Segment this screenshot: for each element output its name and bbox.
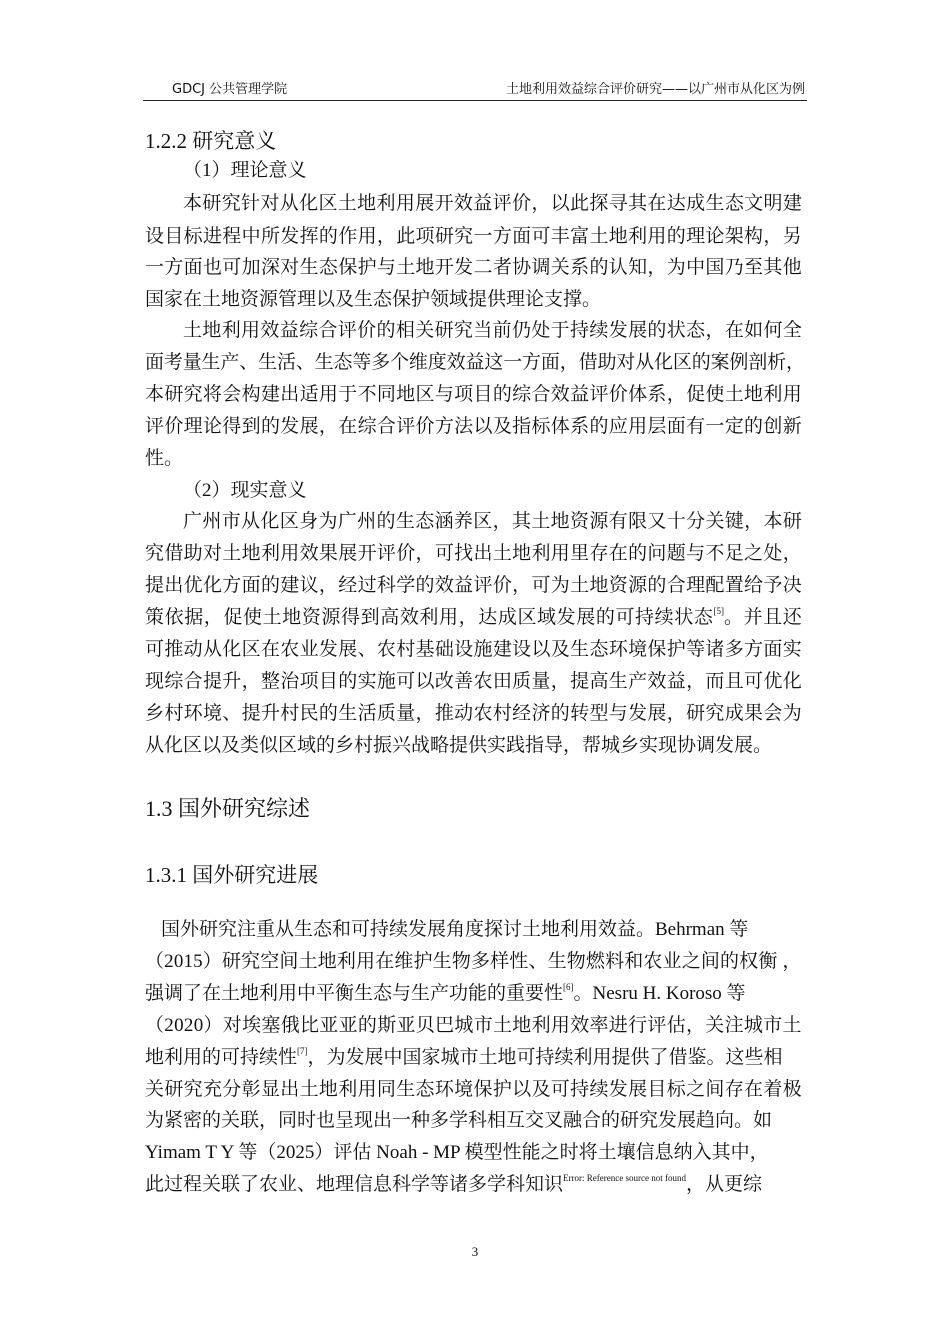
line-text: 现综合提升，整治项目的实施可以改善农田质量，提高生产效益，而且可优化	[145, 671, 803, 692]
text-line-content	[145, 950, 802, 974]
text-line-content	[145, 542, 802, 566]
text-line-content	[145, 982, 746, 1006]
line-text: 提出优化方面的建议，经过科学的效益评价，可为土地资源的合理配置给予决	[145, 575, 803, 596]
text-line-content	[145, 1014, 802, 1038]
text-line	[183, 479, 805, 503]
text-line	[145, 225, 805, 249]
page-number: 3	[471, 1244, 479, 1259]
text-line-content	[183, 510, 802, 534]
text-line	[145, 950, 805, 974]
line-text: Yimam T Y 等（2025）评估 Noah - MP 模型性能之时将土壤信息纳入其中，	[145, 1142, 769, 1163]
text-line-content	[145, 1046, 783, 1070]
text-line-content	[145, 1173, 762, 1197]
line-text: 乡村环境、提升村民的生活质量，推动农村经济的转型与发展，研究成果会为	[145, 703, 803, 724]
text-line	[145, 1141, 805, 1165]
text-line	[183, 192, 805, 216]
text-line	[145, 415, 805, 439]
text-line-content	[145, 670, 802, 694]
citation-reference: [5]	[713, 606, 724, 616]
text-line	[145, 1109, 805, 1133]
text-line-content	[183, 192, 802, 216]
text-line	[145, 670, 805, 694]
line-text: 为紧密的关联，同时也呈现出一种多学科相互交叉融合的研究发展趋向。如	[145, 1110, 773, 1131]
text-line	[183, 510, 805, 534]
line-text: 本研究将会构建出适用于不同地区与项目的综合效益评价体系，促使土地利用	[145, 384, 803, 405]
text-line-content	[145, 1141, 769, 1165]
line-text: 此过程关联了农业、地理信息科学等诸多学科知识	[145, 1174, 564, 1195]
heading-1-3: 1.3 国外研究综述	[145, 796, 311, 821]
text-line	[145, 638, 805, 662]
text-line	[161, 918, 805, 942]
line-text: 性。	[145, 448, 184, 469]
text-line	[145, 1173, 805, 1197]
line-text: 地利用的可持续性	[145, 1047, 298, 1068]
text-line	[145, 1078, 805, 1102]
text-line-content	[145, 574, 802, 598]
text-line	[145, 606, 805, 630]
text-line-content	[145, 415, 802, 439]
line-text-after: 。Nesru H. Koroso 等	[573, 983, 746, 1004]
citation-reference: [6]	[563, 982, 574, 992]
header-left: GDCJ 公共管理学院	[172, 82, 288, 97]
line-text: （2）现实意义	[183, 480, 307, 501]
line-text: 设目标进程中所发挥的作用，此项研究一方面可丰富土地利用的理论架构，另	[145, 226, 803, 247]
text-line	[145, 1014, 805, 1038]
text-line-content	[145, 638, 802, 662]
line-text: 强调了在土地利用中平衡生态与生产功能的重要性	[145, 983, 564, 1004]
heading-1-3-1: 1.3.1 国外研究进展	[145, 863, 319, 887]
text-line-content	[183, 159, 307, 183]
line-text: 一方面也可加深对生态保护与土地开发二者协调关系的认知，为中国乃至其他	[145, 257, 803, 278]
text-line	[145, 734, 805, 758]
text-line	[145, 982, 805, 1006]
line-text: 可推动从化区在农业发展、农村基础设施建设以及生态环境保护等诸多方面实	[145, 639, 803, 660]
header-rule	[143, 100, 807, 101]
text-line	[183, 159, 805, 183]
text-line-content	[145, 256, 802, 280]
text-line-content	[145, 702, 802, 726]
citation-reference: [7]	[297, 1046, 308, 1056]
line-text: 究借助对土地利用效果展开评价，可找出土地利用里存在的问题与不足之处，	[145, 543, 803, 564]
text-line	[145, 383, 805, 407]
header-right: 土地利用效益综合评价研究——以广州市从化区为例	[505, 82, 805, 97]
line-text: （2020）对埃塞俄比亚亚的斯亚贝巴城市土地利用效率进行评估，关注城市土	[145, 1015, 802, 1036]
citation-reference: Error: Reference source not found	[563, 1173, 686, 1183]
line-text: 土地利用效益综合评价的相关研究当前仍处于持续发展的状态，在如何全	[183, 320, 803, 341]
text-line	[145, 256, 805, 280]
line-text: 本研究针对从化区土地利用展开效益评价，以此探寻其在达成生态文明建	[183, 193, 803, 214]
line-text: （1）理论意义	[183, 160, 307, 181]
line-text: 国家在土地资源管理以及生态保护领域提供理论支撑。	[145, 289, 602, 310]
text-line	[183, 319, 805, 343]
text-line-content	[161, 918, 748, 942]
text-line	[145, 288, 805, 312]
text-line-content	[145, 734, 772, 758]
text-line	[145, 447, 805, 471]
line-text-after: ，从更综	[685, 1174, 762, 1195]
line-text: 面考量生产、生活、生态等多个维度效益这一方面，借助对从化区的案例剖析，	[145, 352, 805, 373]
text-line-content	[145, 225, 802, 249]
line-text: 国外研究注重从生态和可持续发展角度探讨土地利用效益。Behrman 等	[161, 919, 749, 940]
heading-1-2-2: 1.2.2 研究意义	[145, 129, 277, 153]
text-line-content	[145, 447, 183, 471]
line-text: 广州市从化区身为广州的生态涵养区，其土地资源有限又十分关键，本研	[183, 511, 803, 532]
text-line-content	[145, 606, 802, 630]
line-text: 关研究充分彰显出土地利用同生态环境保护以及可持续发展目标之间存在着极	[145, 1079, 803, 1100]
text-line-content	[145, 383, 802, 407]
line-text: 评价理论得到的发展，在综合评价方法以及指标体系的应用层面有一定的创新	[145, 416, 803, 437]
text-line	[145, 542, 805, 566]
text-line-content	[145, 288, 601, 312]
text-line-content	[145, 351, 805, 375]
text-line-content	[183, 319, 802, 343]
text-line	[145, 702, 805, 726]
line-text: 策依据，促使土地资源得到高效利用，达成区域发展的可持续状态	[145, 607, 714, 628]
line-text: （2015）研究空间土地利用在维护生物多样性、生物燃料和农业之间的权衡 ，	[145, 951, 802, 972]
line-text-after: 。并且还	[723, 607, 803, 628]
line-text: 从化区以及类似区域的乡村振兴战略提供实践指导，帮城乡实现协调发展。	[145, 735, 773, 756]
text-line-content	[145, 1078, 802, 1102]
text-line	[145, 1046, 805, 1070]
text-line	[145, 351, 805, 375]
text-line-content	[145, 1109, 772, 1133]
text-line	[145, 574, 805, 598]
text-line-content	[183, 479, 307, 503]
line-text-after: ，为发展中国家城市土地可持续利用提供了借鉴。这些相	[307, 1047, 783, 1068]
